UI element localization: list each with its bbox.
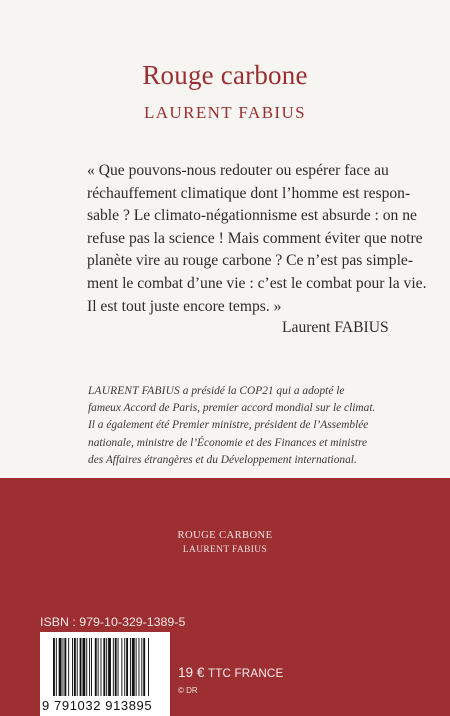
barcode-bar: [108, 638, 111, 696]
barcode-bar: [143, 638, 145, 696]
barcode-bar: [64, 638, 66, 696]
photo-credit: © DR: [178, 686, 198, 695]
barcode-bar: [56, 638, 57, 696]
barcode-bar: [101, 638, 102, 696]
back-author: LAURENT FABIUS: [182, 545, 268, 555]
barcode-bar: [141, 638, 142, 696]
barcode-bar: [124, 638, 125, 696]
quote-line: réchauffement climatique dont l’homme est respon-: [87, 184, 411, 202]
barcode-bar: [53, 638, 55, 696]
barcode-bar: [59, 638, 62, 696]
quote-signature: Laurent FABIUS: [282, 319, 389, 336]
barcode-bar: [86, 638, 87, 696]
quote-line: Il est tout juste encore temps. »: [87, 297, 282, 315]
barcode-bar: [72, 638, 73, 696]
quote-line: « Que pouvons-nous redouter ou espérer face au: [87, 162, 389, 179]
barcode-bar: [132, 638, 135, 696]
barcode-bar: [115, 638, 117, 696]
quote-block: [87, 160, 427, 318]
price-amount: 19 €: [178, 665, 205, 680]
barcode-bar: [121, 638, 122, 696]
barcode-bar: [118, 638, 119, 696]
back-title: ROUGE CARBONE: [177, 530, 273, 541]
barcode-bar: [74, 638, 76, 696]
barcode-bar: [77, 638, 78, 696]
quote-line: sable ? Le climato-négationnisme est absurde : on ne: [87, 207, 417, 225]
barcode-bar: [95, 638, 97, 696]
price: [178, 665, 283, 680]
quote-line: planète vire au rouge carbone ? Ce n’est pas simple-: [87, 252, 414, 270]
barcode-bar: [91, 638, 92, 696]
barcode-bar: [148, 638, 149, 696]
barcode-bar: [139, 638, 140, 696]
barcode-bar: [103, 638, 105, 696]
book-title: Rouge carbone: [142, 60, 308, 90]
barcode-bar: [63, 638, 64, 696]
bio-text: a présidé la COP21 qui a adopté le fameux Accord de Paris, premier accord mondial sur le climat. Il a également été Premier ministre, président de l’Assemblée nationale, ministre de l’Économie et des Finances et ministre des Affaires étrangères et du Développement international.: [88, 385, 376, 466]
barcode-bar: [82, 638, 85, 696]
barcode-number: 9 791032 913895: [42, 698, 153, 713]
barcode-bar: [89, 638, 90, 696]
isbn-label: ISBN : 979-10-329-1389-5: [40, 615, 186, 629]
barcode-bar: [68, 638, 69, 696]
barcode: [40, 632, 170, 716]
bio-name: LAURENT FABIUS: [88, 385, 180, 397]
price-note: TTC FRANCE: [207, 667, 284, 680]
barcode-bar: [126, 638, 128, 696]
author-bio: [88, 383, 380, 469]
barcode-bar: [113, 638, 114, 696]
book-author: LAURENT FABIUS: [143, 103, 307, 122]
barcode-bar: [98, 638, 99, 696]
barcode-bar: [80, 638, 82, 696]
quote-line: ment le combat d’une vie : c’est le combat pour la vie.: [87, 274, 427, 292]
barcode-bar: [106, 638, 107, 696]
quote-line: refuse pas la science ! Mais comment éviter que notre: [87, 229, 423, 247]
barcode-bars: [53, 638, 161, 696]
barcode-bar: [130, 638, 131, 696]
barcode-bar: [136, 638, 137, 696]
